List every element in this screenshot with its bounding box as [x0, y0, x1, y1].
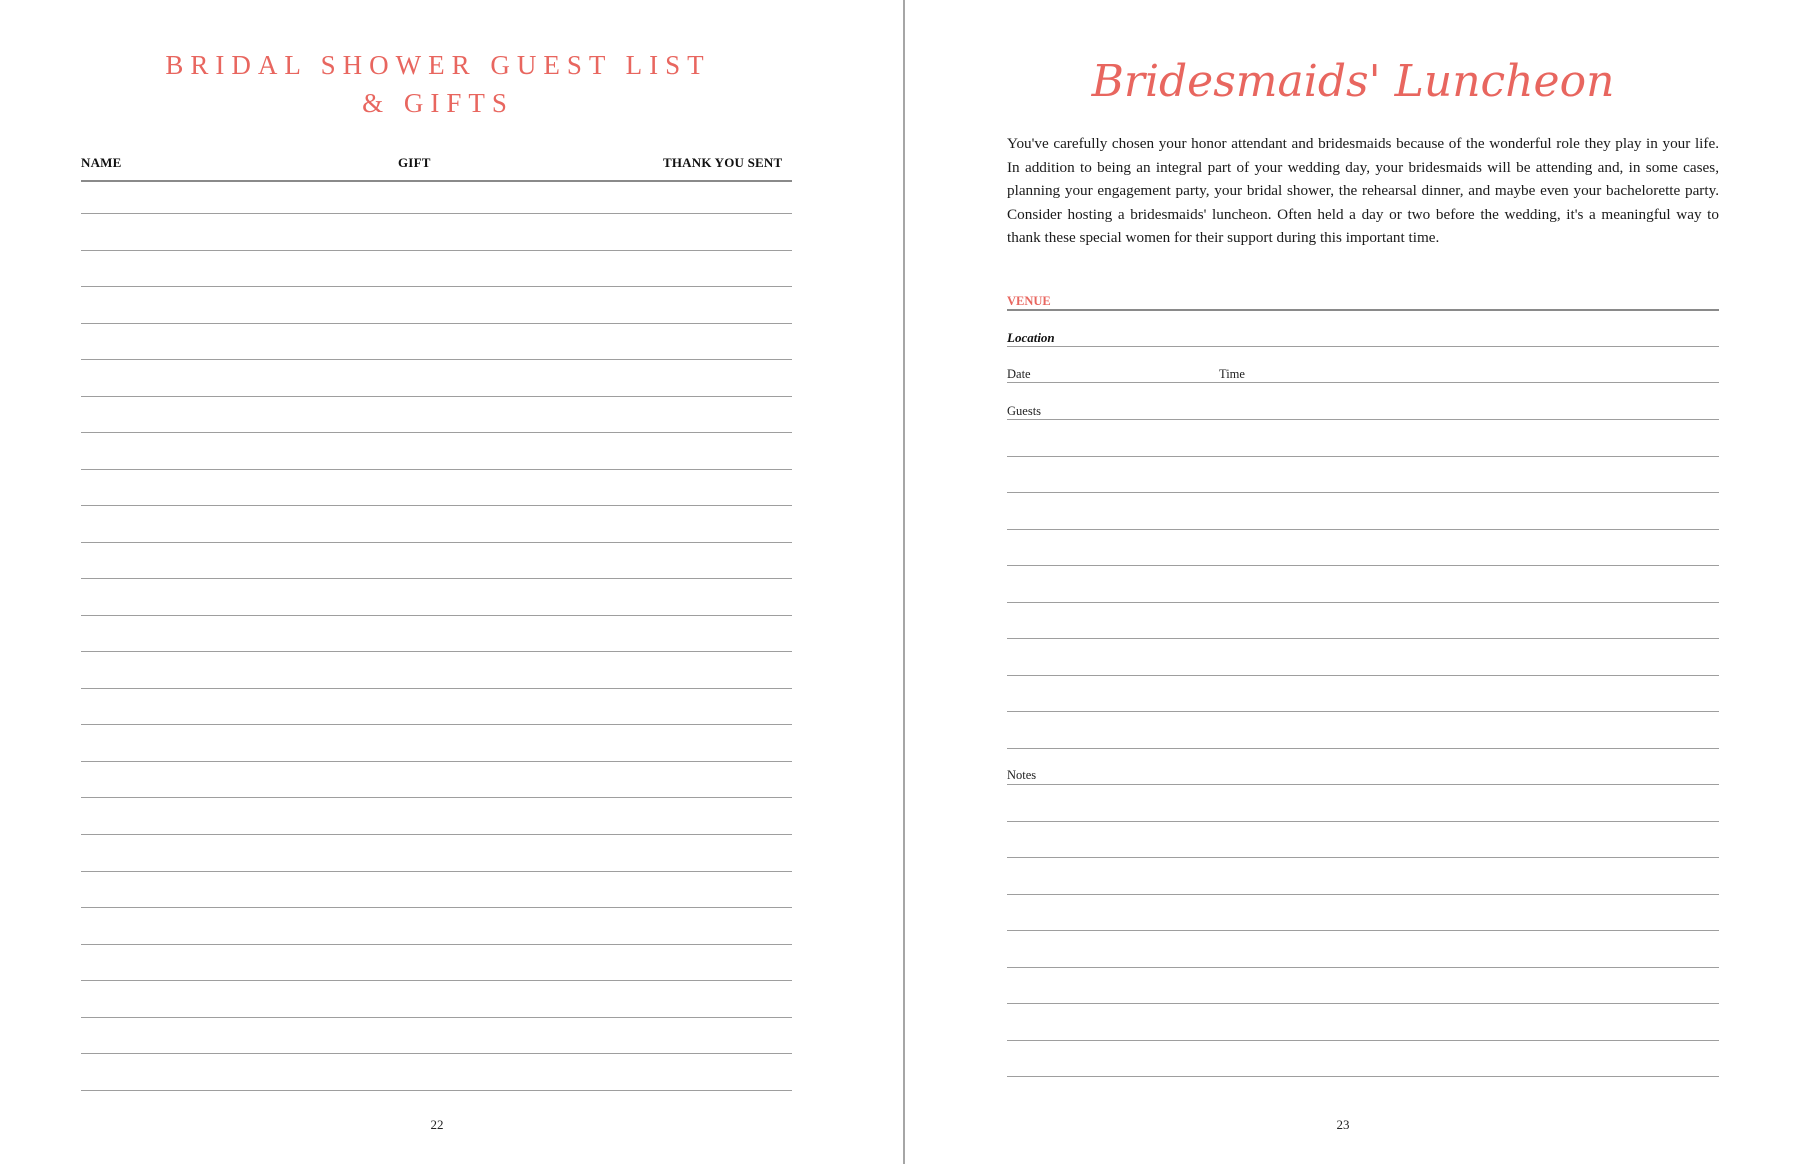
- date-time-field[interactable]: [1007, 382, 1719, 383]
- guests-line[interactable]: [1007, 456, 1719, 457]
- notes-line[interactable]: [1007, 967, 1719, 968]
- guest-entry-line[interactable]: [81, 469, 792, 470]
- column-header-thank-you-sent: THANK YOU SENT: [663, 155, 783, 170]
- guest-entry-line[interactable]: [81, 1090, 792, 1091]
- guest-entry-line[interactable]: [81, 432, 792, 433]
- notes-line[interactable]: [1007, 821, 1719, 822]
- guest-entry-line[interactable]: [81, 250, 792, 251]
- guests-line[interactable]: [1007, 565, 1719, 566]
- guest-entry-line[interactable]: [81, 980, 792, 981]
- page-title: Bridesmaids' Luncheon: [1091, 56, 1615, 107]
- guest-entry-line[interactable]: [81, 542, 792, 543]
- intro-paragraph: You've carefully chosen your honor attendant and bridesmaids because of the wonderful role they play in your life. In addition to being an integral part of your wedding day, your bridesmaids will be attending and, in some cases, planning your engagement party, your bridal shower, the rehearsal dinner, and maybe even your bachelorette party. Consider hosting a bridesmaids' luncheon. Often held a day or two before the wedding, it's a meaningful way to thank these special women for their support during this important time.: [1007, 135, 1719, 247]
- page-title: [0, 46, 876, 122]
- guests-line[interactable]: [1007, 419, 1719, 420]
- column-header-name: NAME: [81, 155, 122, 170]
- guest-entry-line[interactable]: [81, 578, 792, 579]
- date-label: Date: [1007, 367, 1031, 381]
- right-page: [906, 0, 1800, 1164]
- notes-line[interactable]: [1007, 894, 1719, 895]
- guests-line[interactable]: [1007, 602, 1719, 603]
- header-rule: [81, 180, 792, 182]
- guests-line[interactable]: [1007, 492, 1719, 493]
- column-header-gift: GIFT: [398, 155, 431, 170]
- guest-entry-line[interactable]: [81, 505, 792, 506]
- guest-entry-line[interactable]: [81, 1017, 792, 1018]
- guest-entry-line[interactable]: [81, 323, 792, 324]
- guests-label: Guests: [1007, 404, 1042, 418]
- venue-label: VENUE: [1007, 294, 1051, 308]
- page-number: 23: [1336, 1117, 1350, 1132]
- notes-line[interactable]: [1007, 930, 1719, 931]
- guest-entry-line[interactable]: [81, 688, 792, 689]
- notes-line[interactable]: [1007, 1040, 1719, 1041]
- guest-entry-line[interactable]: [81, 724, 792, 725]
- guest-entry-line[interactable]: [81, 615, 792, 616]
- guest-entry-line[interactable]: [81, 396, 792, 397]
- guests-line[interactable]: [1007, 529, 1719, 530]
- location-field[interactable]: [1007, 346, 1719, 347]
- guest-entry-line[interactable]: [81, 213, 792, 214]
- guests-line[interactable]: [1007, 675, 1719, 676]
- notes-line[interactable]: [1007, 857, 1719, 858]
- guest-entry-line[interactable]: [81, 651, 792, 652]
- guest-entry-line[interactable]: [81, 359, 792, 360]
- notes-line[interactable]: [1007, 1003, 1719, 1004]
- guest-entry-line[interactable]: [81, 834, 792, 835]
- notes-label: Notes: [1007, 768, 1037, 782]
- notes-line[interactable]: [1007, 1076, 1719, 1077]
- guest-entry-line[interactable]: [81, 761, 792, 762]
- guest-entry-line[interactable]: [81, 944, 792, 945]
- guest-entry-line[interactable]: [81, 871, 792, 872]
- notes-line[interactable]: [1007, 784, 1719, 785]
- page-number: 22: [430, 1117, 444, 1132]
- title-line-2: & GIFTS: [362, 88, 514, 118]
- guest-entry-line[interactable]: [81, 797, 792, 798]
- title-line-1: BRIDAL SHOWER GUEST LIST: [165, 50, 711, 80]
- guests-line[interactable]: [1007, 711, 1719, 712]
- guest-entry-line[interactable]: [81, 286, 792, 287]
- time-label: Time: [1219, 367, 1245, 381]
- page-gutter: [903, 0, 905, 1164]
- venue-rule: [1007, 309, 1719, 311]
- guest-entry-line[interactable]: [81, 1053, 792, 1054]
- guests-line[interactable]: [1007, 638, 1719, 639]
- guest-entry-line[interactable]: [81, 907, 792, 908]
- guests-line[interactable]: [1007, 748, 1719, 749]
- location-label: Location: [1007, 330, 1055, 345]
